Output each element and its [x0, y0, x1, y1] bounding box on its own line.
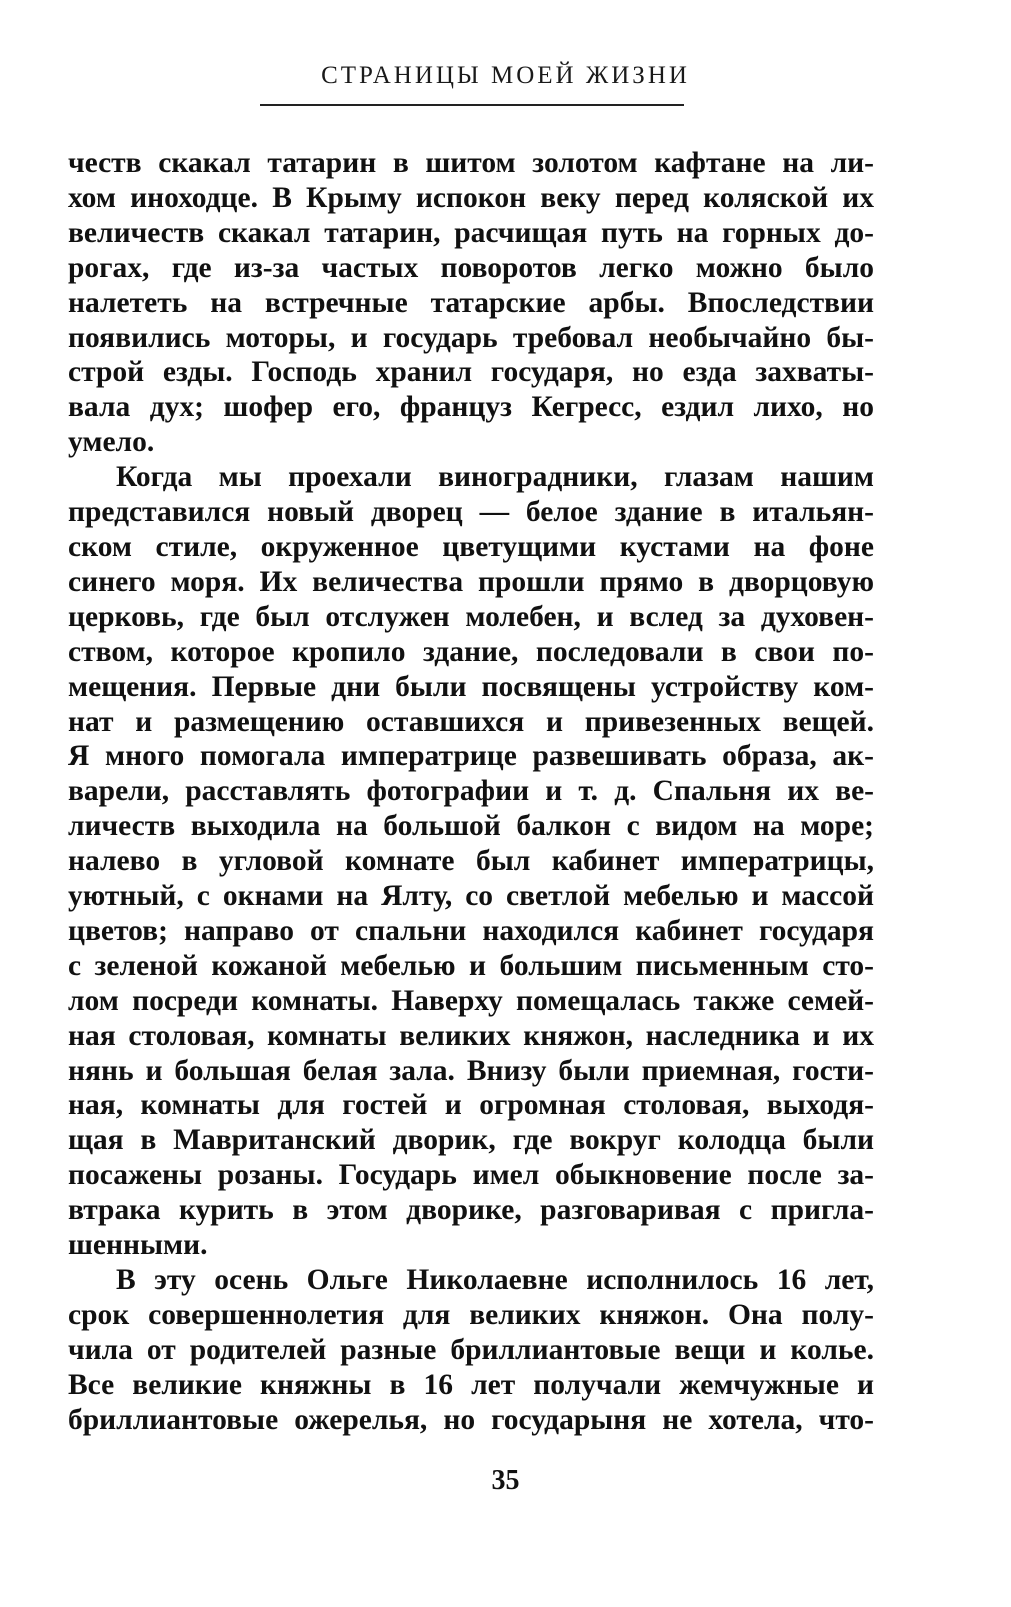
text-line: вала дух; шофер его, француз Кегресс, ездил лихо, но — [68, 391, 874, 424]
text-line: лом посреди комнаты. Наверху помещалась также семей- — [68, 984, 874, 1017]
text-line: церковь, где был отслужен молебен, и вслед за духовен- — [68, 600, 874, 633]
text-line: нянь и большая белая зала. Внизу были приемная, гости- — [68, 1054, 874, 1087]
text-line: чила от родителей разные бриллиантовые вещи и колье. — [68, 1333, 874, 1366]
text-line: нат и размещению оставшихся и привезенных вещей. — [68, 705, 874, 738]
text-line: бриллиантовые ожерелья, но государыня не хотела, что- — [68, 1403, 874, 1436]
text-line: уютный, с окнами на Ялту, со светлой мебелью и массой — [68, 880, 874, 913]
text-line: мещения. Первые дни были посвящены устройству ком- — [68, 670, 874, 703]
text-line: ная столовая, комнаты великих княжон, наследника и их — [68, 1019, 874, 1052]
text-line: строй езды. Господь хранил государя, но езда захваты- — [68, 356, 874, 389]
text-line: налететь на встречные татарские арбы. Впоследствии — [68, 286, 874, 319]
body-text — [68, 146, 874, 1438]
text-line: личеств выходила на большой балкон с видом на море; — [68, 810, 874, 843]
text-line: Когда мы проехали виноградники, глазам нашим — [116, 461, 874, 494]
text-line: величеств скакал татарин, расчищая путь на горных до- — [68, 216, 874, 249]
text-line: умело. — [68, 426, 155, 459]
text-line: рогах, где из-за частых поворотов легко можно было — [68, 251, 874, 284]
text-line: ная, комнаты для гостей и огромная столовая, выходя- — [68, 1089, 874, 1122]
text-line: с зеленой кожаной мебелью и большим письменным сто- — [68, 949, 874, 982]
text-line: ством, которое кропило здание, последовали в свои по- — [68, 635, 874, 668]
text-line: хом иноходце. В Крыму испокон веку перед коляской их — [68, 181, 874, 214]
text-line: ском стиле, окруженное цветущими кустами на фоне — [68, 530, 874, 563]
text-line: появились моторы, и государь требовал необычайно бы- — [68, 321, 874, 354]
text-line: Я много помогала императрице развешивать образа, ак- — [68, 740, 874, 773]
running-head: СТРАНИЦЫ МОЕЙ ЖИЗНИ — [321, 62, 690, 89]
text-line: цветов; направо от спальни находился кабинет государя — [68, 914, 874, 947]
text-line: налево в угловой комнате был кабинет императрицы, — [68, 845, 874, 878]
text-line: щая в Мавританский дворик, где вокруг колодца были — [68, 1124, 874, 1157]
text-line: втрака курить в этом дворике, разговаривая с пригла- — [68, 1194, 874, 1227]
text-line: честв скакал татарин в шитом золотом кафтане на ли- — [68, 147, 874, 179]
text-line: шенными. — [68, 1229, 208, 1262]
text-line: В эту осень Ольге Николаевне исполнилось 16 лет, — [116, 1264, 874, 1296]
page-number: 35 — [491, 1465, 520, 1496]
header-rule — [260, 104, 684, 106]
text-line: Все великие княжны в 16 лет получали жемчужные и — [68, 1368, 874, 1401]
text-line: варели, расставлять фотографии и т. д. Спальня их ве- — [68, 775, 874, 808]
text-line: срок совершеннолетия для великих княжон. Она полу- — [68, 1298, 874, 1331]
text-line: посажены розаны. Государь имел обыкновение после за- — [68, 1159, 874, 1192]
text-line: синего моря. Их величества прошли прямо в дворцовую — [68, 565, 874, 598]
text-line: представился новый дворец — белое здание в итальян- — [68, 496, 874, 529]
